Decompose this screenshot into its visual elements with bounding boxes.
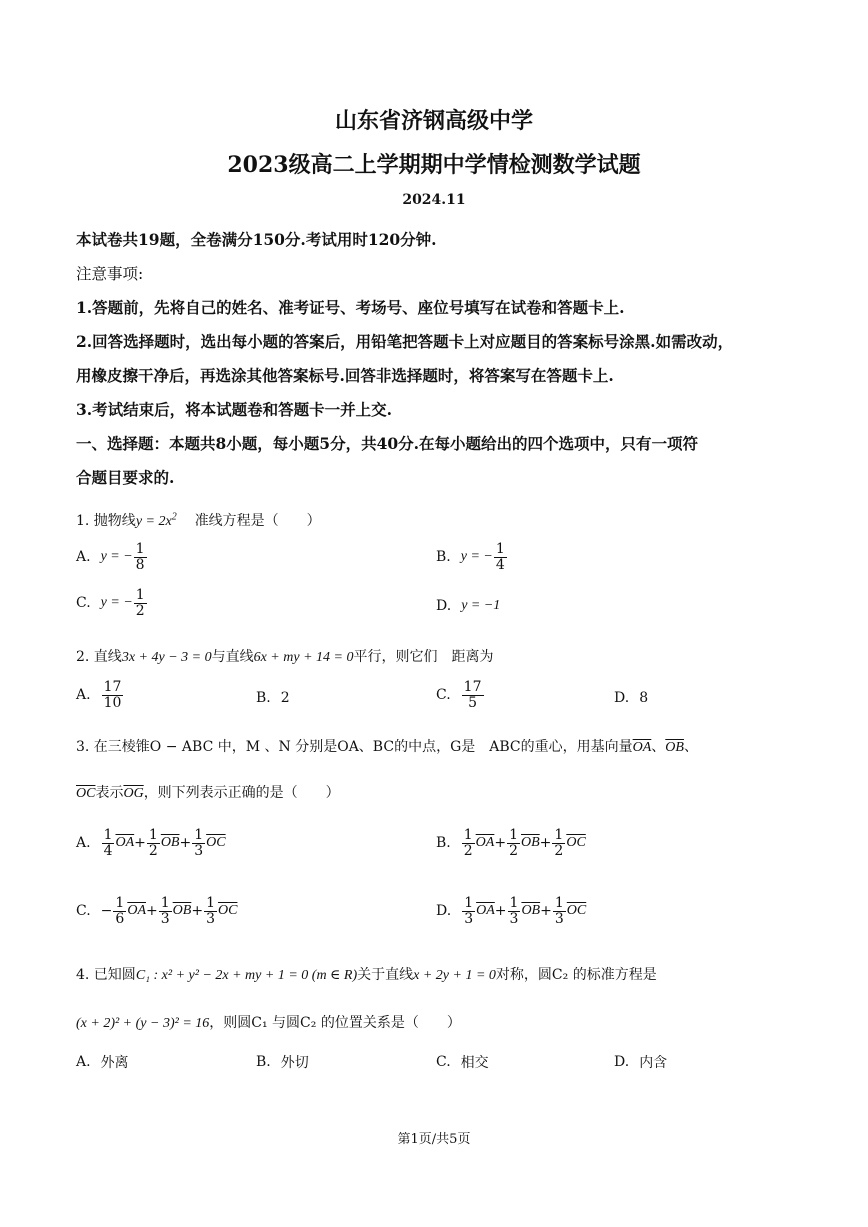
fraction [553, 896, 566, 926]
numerator: 1 [160, 895, 170, 911]
option-text: 外离 [100, 1055, 129, 1071]
q3-option-d[interactable] [436, 896, 586, 926]
vector-oc: $\overline{OC}$ [566, 835, 586, 851]
numerator: 1 [495, 541, 505, 557]
q4-option-c[interactable] [436, 1052, 489, 1072]
q3-line-1-text: 3. 在三棱锥O − ABC 中，M 、N 分别是OA、BC的中点，G是 ABC的重心，用基向量 [76, 739, 633, 755]
fraction [159, 896, 172, 926]
q4-line-equation: x + 2y + 1 = 0 [413, 968, 496, 983]
sign: + [540, 903, 552, 920]
sign: + [134, 835, 146, 852]
separator: 、 [651, 739, 666, 755]
option-letter: D. [614, 1054, 630, 1070]
vector-ob: $\overline{OB}$ [172, 903, 192, 919]
option-lhs: y = − [100, 595, 133, 611]
q4-line-2-b: ，则圆C₁ 与圆C₂ 的位置关系是（ ） [209, 1015, 461, 1031]
exam-date: 2024.11 [402, 192, 466, 208]
option-text: 2 [280, 690, 290, 706]
sign: + [146, 903, 158, 920]
option-letter: B. [256, 1054, 271, 1070]
fraction [462, 680, 484, 710]
school-name: 山东省济钢高级中学 [334, 108, 533, 134]
denominator: 3 [160, 910, 170, 927]
numerator: 1 [206, 895, 215, 911]
sign: + [494, 903, 507, 920]
question-1 [76, 510, 321, 530]
numerator: 1 [509, 895, 519, 911]
fraction [508, 896, 521, 926]
numerator: 1 [509, 827, 518, 843]
exam-summary: 本试卷共19题，全卷满分150分.考试用时120分钟. [76, 230, 437, 249]
exam-title: 2023级高二上学期期中学情检测数学试题 [227, 152, 641, 178]
fraction [113, 896, 126, 926]
fraction [147, 828, 160, 858]
q1-option-c[interactable] [76, 588, 148, 618]
q3-option-b[interactable] [436, 828, 586, 858]
option-lhs: y = −1 [461, 598, 501, 613]
numerator: 1 [464, 895, 474, 911]
numerator: 1 [148, 827, 158, 843]
q1-expression: y = 2x [135, 514, 172, 529]
fraction [204, 896, 217, 926]
option-lhs: y = − [460, 549, 493, 565]
numerator: 1 [554, 827, 564, 843]
option-letter: D. [436, 903, 452, 920]
denominator: 5 [468, 694, 478, 711]
vector-oa: $\overline{OA}$ [127, 903, 146, 919]
note-1: 1.答题前，先将自己的姓名、准考证号、考场号、座位号填写在试卷和答题卡上. [76, 298, 625, 317]
question-2 [76, 646, 493, 666]
q2-mid: 与直线 [211, 649, 254, 665]
option-lhs: y = − [100, 549, 133, 565]
separator: 、 [683, 739, 698, 755]
vector-og: $\overline{OG}$ [123, 786, 144, 801]
vector-ob: $\overline{OB}$ [160, 835, 180, 851]
denominator: 2 [509, 842, 518, 859]
numerator: 17 [463, 679, 482, 695]
option-letter: C. [76, 595, 91, 612]
vector-oc: $\overline{OC}$ [566, 903, 587, 919]
option-letter: B. [436, 549, 451, 566]
q1-option-b[interactable] [436, 542, 508, 572]
denominator: 2 [463, 842, 473, 859]
q2-prefix: 2. 直线 [76, 649, 122, 665]
denominator: 2 [148, 842, 158, 859]
q2-option-c[interactable] [436, 680, 485, 710]
sign: + [179, 835, 192, 852]
fraction [134, 588, 147, 618]
q1-option-a[interactable] [76, 542, 148, 572]
q4-line-1-a: 4. 已知圆 [76, 967, 136, 983]
option-text: 8 [639, 690, 649, 706]
note-3: 3.考试结束后，将本试题卷和答题卡一并上交. [76, 400, 393, 419]
q1-prefix: 1. 抛物线 [76, 513, 136, 529]
denominator: 10 [103, 694, 122, 711]
option-letter: A. [76, 687, 91, 704]
q3-option-c[interactable] [76, 896, 237, 926]
q2-option-a[interactable] [76, 680, 124, 710]
vector-oc: $\overline{OC}$ [76, 786, 96, 801]
option-letter: A. [76, 835, 91, 852]
numerator: 1 [135, 541, 145, 557]
fraction [494, 542, 507, 572]
vector-ob: $\overline{OB}$ [665, 740, 684, 755]
option-letter: A. [76, 549, 91, 566]
q4-circle-2-equation: (x + 2)² + (y − 3)² = 16 [76, 1016, 210, 1031]
q1-suffix: 准线方程是（ ） [194, 513, 321, 529]
sign: + [494, 835, 507, 852]
sign: − [100, 903, 113, 920]
fraction [134, 542, 147, 572]
vector-oc: $\overline{OC}$ [206, 835, 226, 851]
option-letter: C. [436, 1054, 451, 1070]
denominator: 3 [194, 842, 204, 859]
numerator: 1 [103, 827, 113, 843]
numerator: 17 [103, 679, 122, 695]
q4-option-b[interactable] [256, 1052, 309, 1072]
fraction [462, 828, 475, 858]
page-number: 第1页/共5页 [397, 1132, 471, 1147]
q4-circle-1-equation: C₁ : x² + y² − 2x + my + 1 = 0 (m ∈ R) [135, 968, 358, 983]
fraction [102, 828, 115, 858]
fraction [192, 828, 205, 858]
fraction [552, 828, 565, 858]
note-2-line-1: 2.回答选择题时，选出每小题的答案后，用铅笔把答题卡上对应题目的答案标号涂黑.如需改动， [76, 332, 734, 351]
denominator: 3 [509, 910, 519, 927]
q2-option-b[interactable] [256, 690, 290, 706]
denominator: 3 [554, 910, 564, 927]
q2-line-2: 6x + my + 14 = 0 [253, 650, 354, 665]
option-letter: D. [614, 690, 630, 706]
option-letter: D. [436, 598, 452, 614]
question-3-line-1 [76, 736, 698, 756]
fraction [462, 896, 475, 926]
sign: + [191, 903, 204, 920]
numerator: 1 [135, 587, 145, 603]
q4-line-1-b: 关于直线 [357, 967, 414, 983]
fraction [507, 828, 520, 858]
vector-oa: $\overline{OA}$ [632, 740, 652, 755]
q3-option-a[interactable] [76, 828, 226, 858]
fraction [102, 680, 124, 710]
option-letter: B. [436, 835, 451, 852]
vector-oa: $\overline{OA}$ [475, 835, 495, 851]
vector-ob: $\overline{OB}$ [521, 835, 540, 851]
option-letter: B. [256, 690, 271, 706]
numerator: 1 [194, 827, 204, 843]
q4-line-1-c: 对称，圆C₂ 的标准方程是 [495, 967, 657, 983]
q2-option-d[interactable] [614, 690, 648, 706]
vector-ob: $\overline{OB}$ [521, 903, 541, 919]
q4-option-a[interactable] [76, 1052, 129, 1072]
note-2-line-2: 用橡皮擦干净后，再选涂其他答案标号.回答非选择题时，将答案写在答题卡上. [76, 366, 614, 385]
q2-suffix: 平行，则它们 距离为 [353, 649, 494, 665]
vector-oa: $\overline{OA}$ [115, 835, 135, 851]
option-text: 外切 [280, 1055, 309, 1071]
numerator: 1 [554, 895, 564, 911]
q1-option-d[interactable] [436, 598, 500, 614]
denominator: 3 [206, 910, 215, 927]
q1-exponent: 2 [171, 511, 177, 523]
sign: + [539, 835, 552, 852]
question-3-line-2 [76, 782, 340, 802]
section-heading-line-2: 合题目要求的. [76, 468, 175, 487]
question-4-line-2 [76, 1012, 461, 1032]
q2-line-1: 3x + 4y − 3 = 0 [121, 650, 212, 665]
q3-line-2-mid: 表示 [95, 785, 124, 801]
numerator: 1 [115, 895, 125, 911]
denominator: 2 [135, 602, 145, 619]
section-heading-line-1: 一、选择题：本题共8小题，每小题5分，共40分.在每小题给出的四个选项中，只有一项符 [76, 434, 699, 453]
denominator: 4 [103, 842, 113, 859]
denominator: 4 [495, 556, 505, 573]
option-letter: C. [76, 903, 91, 920]
vector-oc: $\overline{OC}$ [217, 903, 238, 919]
q3-line-2-end: ，则下列表示正确的是（ ） [143, 785, 340, 801]
option-text: 内含 [639, 1055, 668, 1071]
denominator: 2 [554, 842, 564, 859]
option-text: 相交 [460, 1055, 489, 1071]
denominator: 8 [135, 556, 145, 573]
numerator: 1 [463, 827, 473, 843]
option-letter: A. [76, 1054, 91, 1070]
denominator: 3 [464, 910, 474, 927]
notice-title: 注意事项: [76, 265, 144, 283]
option-letter: C. [436, 687, 451, 704]
q4-option-d[interactable] [614, 1052, 667, 1072]
vector-oa: $\overline{OA}$ [476, 903, 495, 919]
denominator: 6 [115, 910, 125, 927]
question-4-line-1 [76, 964, 657, 984]
